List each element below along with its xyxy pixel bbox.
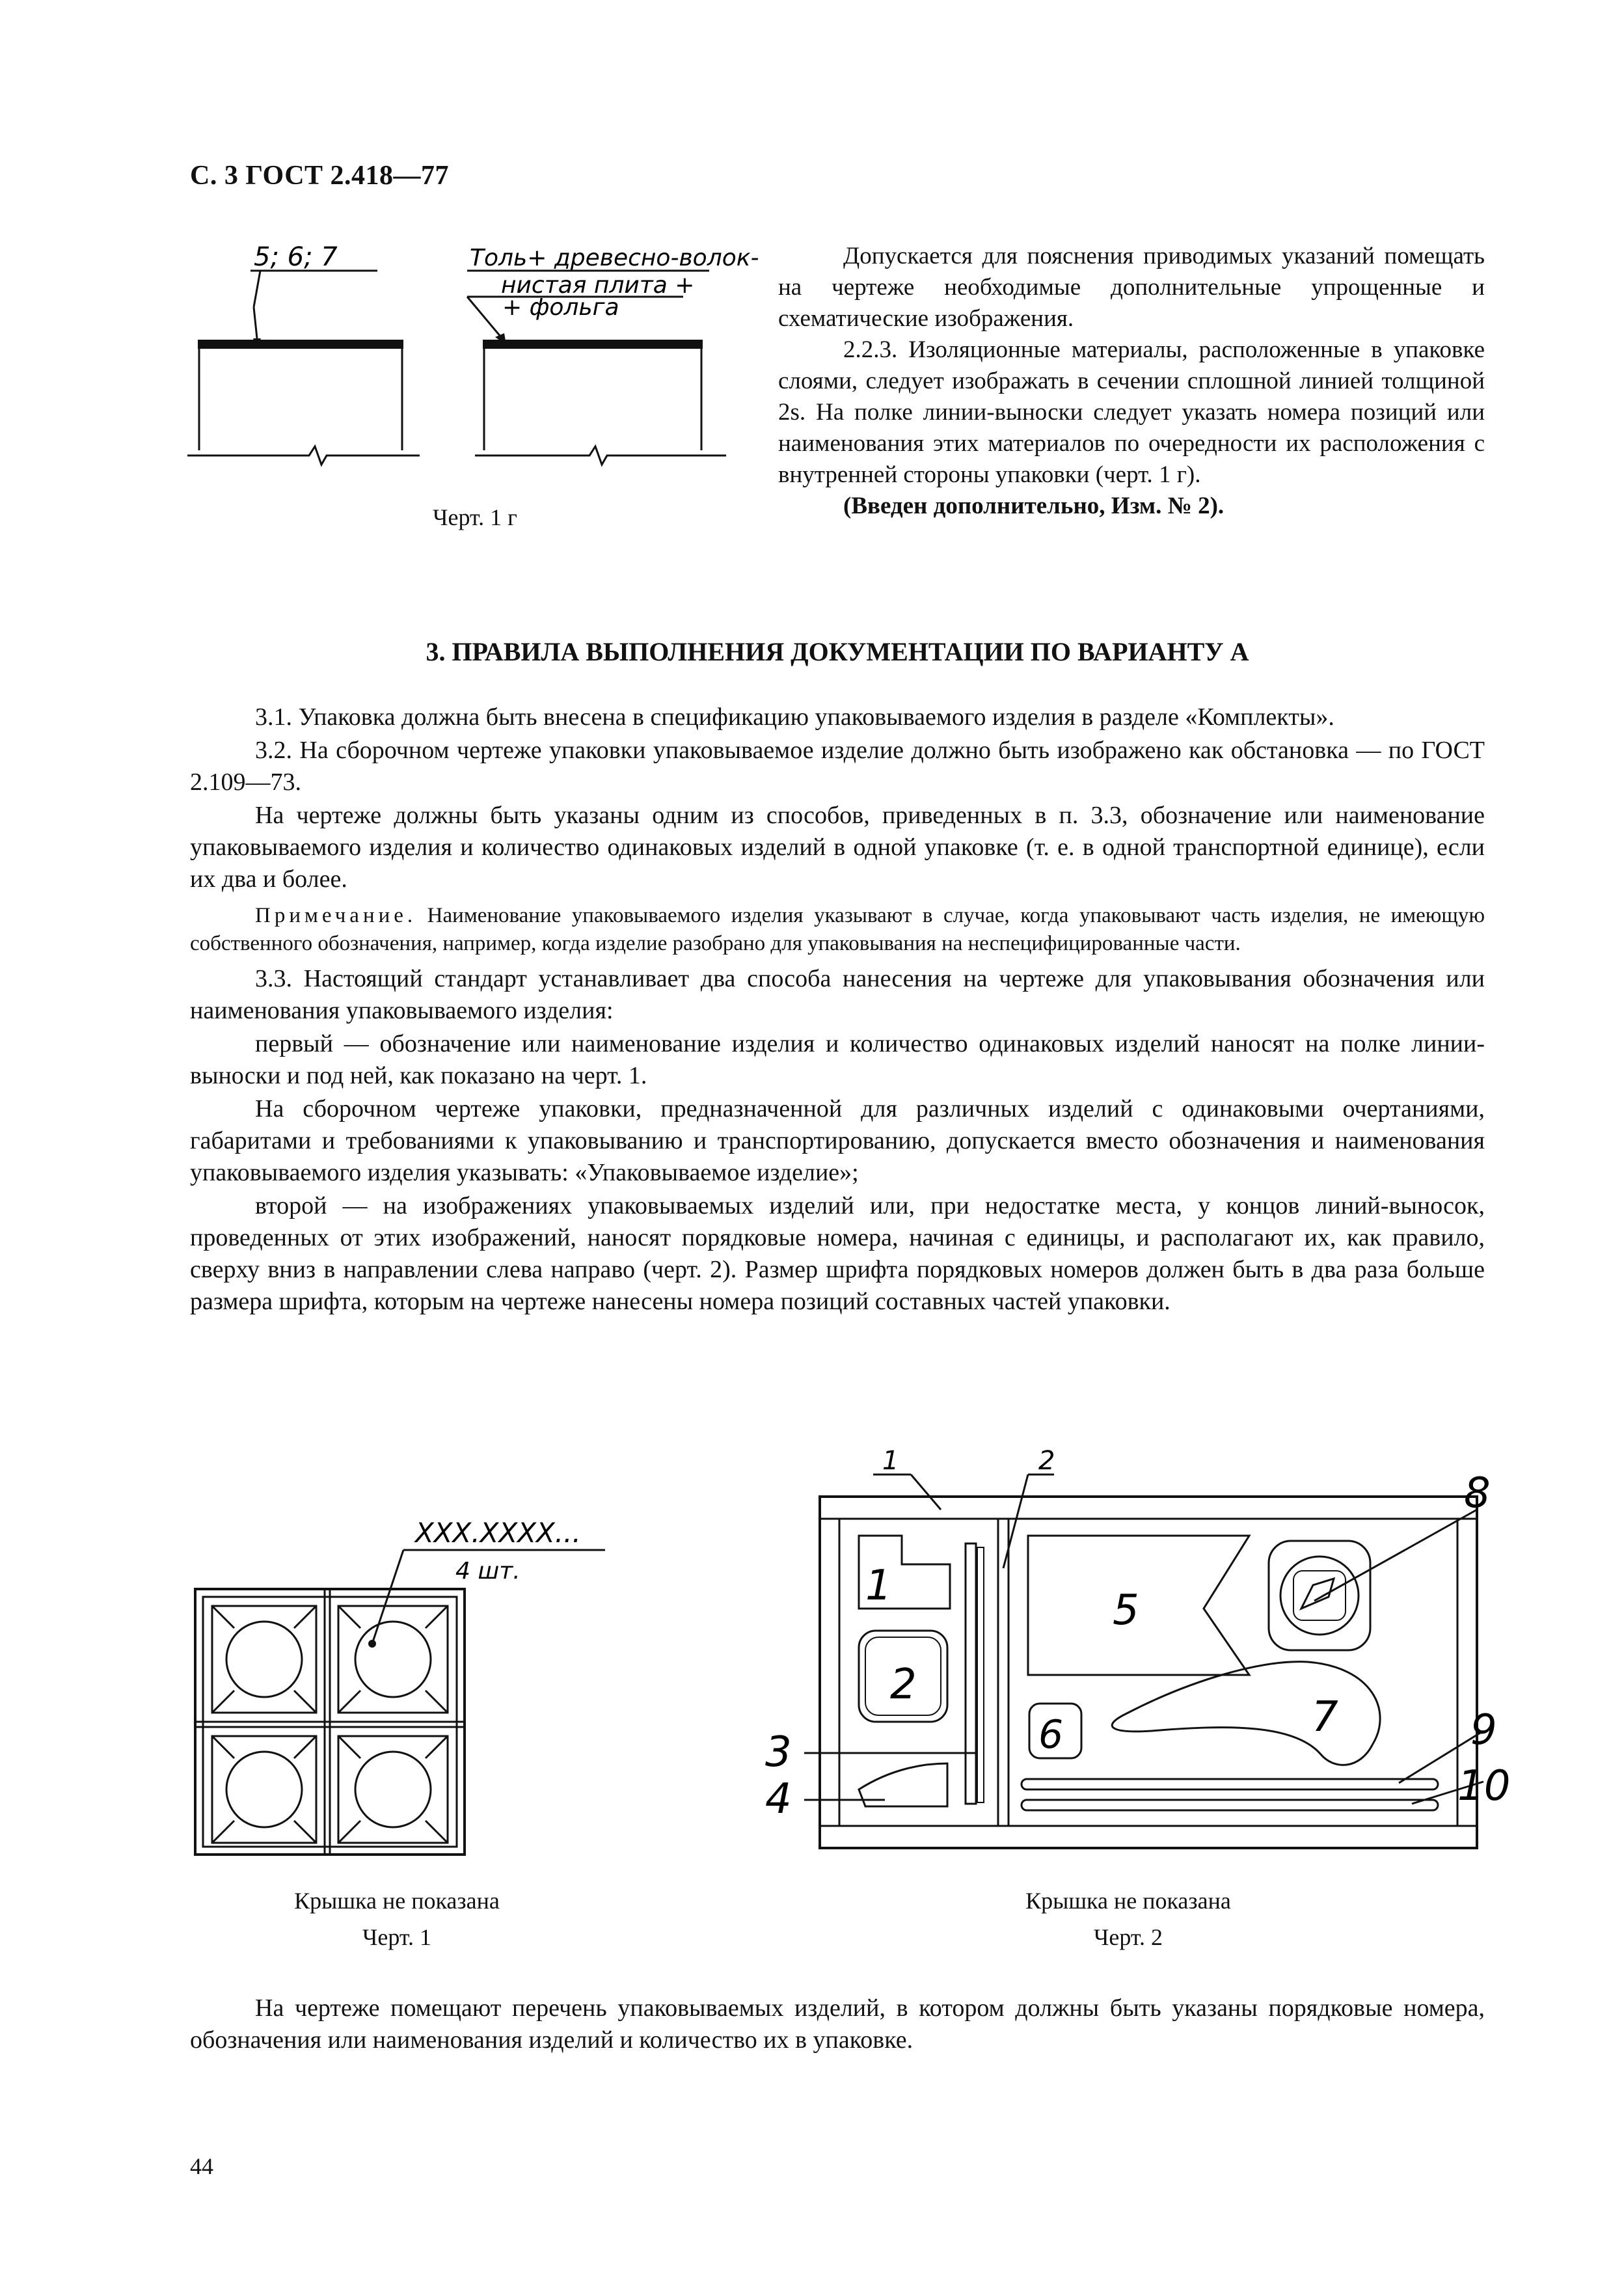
bottom-paragraph: На чертеже помещают перечень упаковываемых изделий, в котором должны быть указаны порядковые номера, обозначения или наименования изделий и количество их в упаковке. (190, 1994, 1485, 2054)
figure-1-drawing (189, 1503, 631, 1907)
body-p-first-method: первый — обозначение или наименование изделия и количество одинаковых изделий наносят на полке линии-выноски и под ней, как показано на черт. 1. (190, 1030, 1485, 1089)
figure-1g-drawing (176, 241, 761, 501)
fig2-item-1: 1 (865, 1562, 892, 1610)
figure-1-caption: Черт. 1 (362, 1924, 431, 1950)
figure-2-drawing (748, 1438, 1529, 1868)
fig2-label-4: 4 (765, 1775, 792, 1823)
right-column-text (778, 241, 1485, 522)
body-p-3-3: 3.3. Настоящий стандарт устанавливает два способа нанесения на чертеже для упаковывания обозначения или наименования упаковываемого изделия: (190, 965, 1485, 1024)
figure-2-caption: Черт. 2 (1094, 1924, 1163, 1950)
page-header: С. 3 ГОСТ 2.418—77 (190, 161, 450, 191)
body-p-3-2: 3.2. На сборочном чертеже упаковки упаковываемое изделие должно быть изображено как обстановка — по ГОСТ 2.109—73. (190, 737, 1485, 796)
body-p-second-method: второй — на изображениях упаковываемых изделий или, при недостатке места, у концов линий-выносок, проведенных от этих изображений, наносят порядковые номера, начиная с единицы, и располагают их, как правило, сверху вниз в направлении слева направо (черт. 2). Размер шрифта порядковых номеров должен быть в два раза больше размера шрифта, которым на чертеже нанесены номера позиций составных частей упаковки. (190, 1192, 1485, 1315)
fig2-item-6: 6 (1038, 1712, 1064, 1758)
bottom-text (190, 1992, 1485, 2056)
page-number: 44 (190, 2153, 213, 2179)
fig1g-label-left: 5; 6; 7 (254, 242, 338, 272)
section-title: 3. ПРАВИЛА ВЫПОЛНЕНИЯ ДОКУМЕНТАЦИИ ПО ВАРИАНТУ А (426, 637, 1249, 666)
note-label: Примечание. (255, 904, 417, 927)
figure-1g (176, 241, 761, 501)
body-p-indication: На чертеже должны быть указаны одним из способов, приведенных в п. 3.3, обозначение или наименование упаковываемого изделия и количество одинаковых изделий в одной упаковке (т. е. в одной транспортной единице), если их два и более. (190, 802, 1485, 893)
note-text: Наименование упаковываемого изделия указывают в случае, когда упаковывают часть изделия, не имеющую собственного обозначения, например, когда изделие разобрано для упаковывания на неспецифицированные части. (190, 904, 1485, 955)
figure-1 (189, 1503, 631, 1907)
fig2-label-2: 2 (1038, 1446, 1055, 1476)
fig1-label-quantity: 4 шт. (455, 1558, 521, 1584)
figure-1-note: Крышка не показана (294, 1888, 500, 1914)
fig2-label-1: 1 (882, 1446, 899, 1476)
figure-1g-caption: Черт. 1 г (433, 504, 517, 530)
fig1g-label-right-line3: + фольга (502, 294, 619, 321)
fig2-label-9: 9 (1470, 1706, 1497, 1754)
fig2-label-8: 8 (1464, 1469, 1491, 1517)
body-p-assembly: На сборочном чертеже упаковки, предназначенной для различных изделий с одинаковыми очертаниями, габаритами и требованиями к упаковыванию и транспортированию, допускается вместо обозначения и наименования упаковываемого изделия указывать: «Упаковываемое изделие»; (190, 1095, 1485, 1186)
body-note (190, 902, 1485, 958)
fig1g-label-right-line1: Толь+ древесно-волок- (470, 245, 759, 271)
fig2-label-3: 3 (765, 1728, 792, 1776)
figure-2-note: Крышка не показана (1025, 1888, 1231, 1914)
fig1-label-designation: XXX.XXXX... (415, 1517, 581, 1549)
fig1g-label-right-line2: нистая плита + (501, 272, 695, 299)
right-text-amendment: (Введен дополнительно, Изм. № 2). (843, 493, 1225, 519)
figure-2 (748, 1438, 1529, 1868)
right-text-p1: Допускается для пояснения приводимых указаний помещать на чертеже необходимые дополнительные упрощенные и схематические изображения. (778, 243, 1485, 332)
right-text-p2: 2.2.3. Изоляционные материалы, расположенные в упаковке слоями, следует изображать в сечении сплошной линией толщиной 2s. На полке линии-выноски следует указать номера позиций или наименования этих материалов по очередности их расположения с внутренней стороны упаковки (черт. 1 г). (778, 336, 1485, 488)
fig2-item-2: 2 (890, 1661, 917, 1709)
body-text (190, 701, 1485, 1319)
body-p-3-1: 3.1. Упаковка должна быть внесена в спецификацию упаковываемого изделия в разделе «Комплекты». (255, 703, 1334, 731)
fig2-item-7: 7 (1312, 1693, 1338, 1741)
fig2-label-10: 10 (1457, 1762, 1511, 1810)
fig2-item-5: 5 (1113, 1586, 1139, 1635)
